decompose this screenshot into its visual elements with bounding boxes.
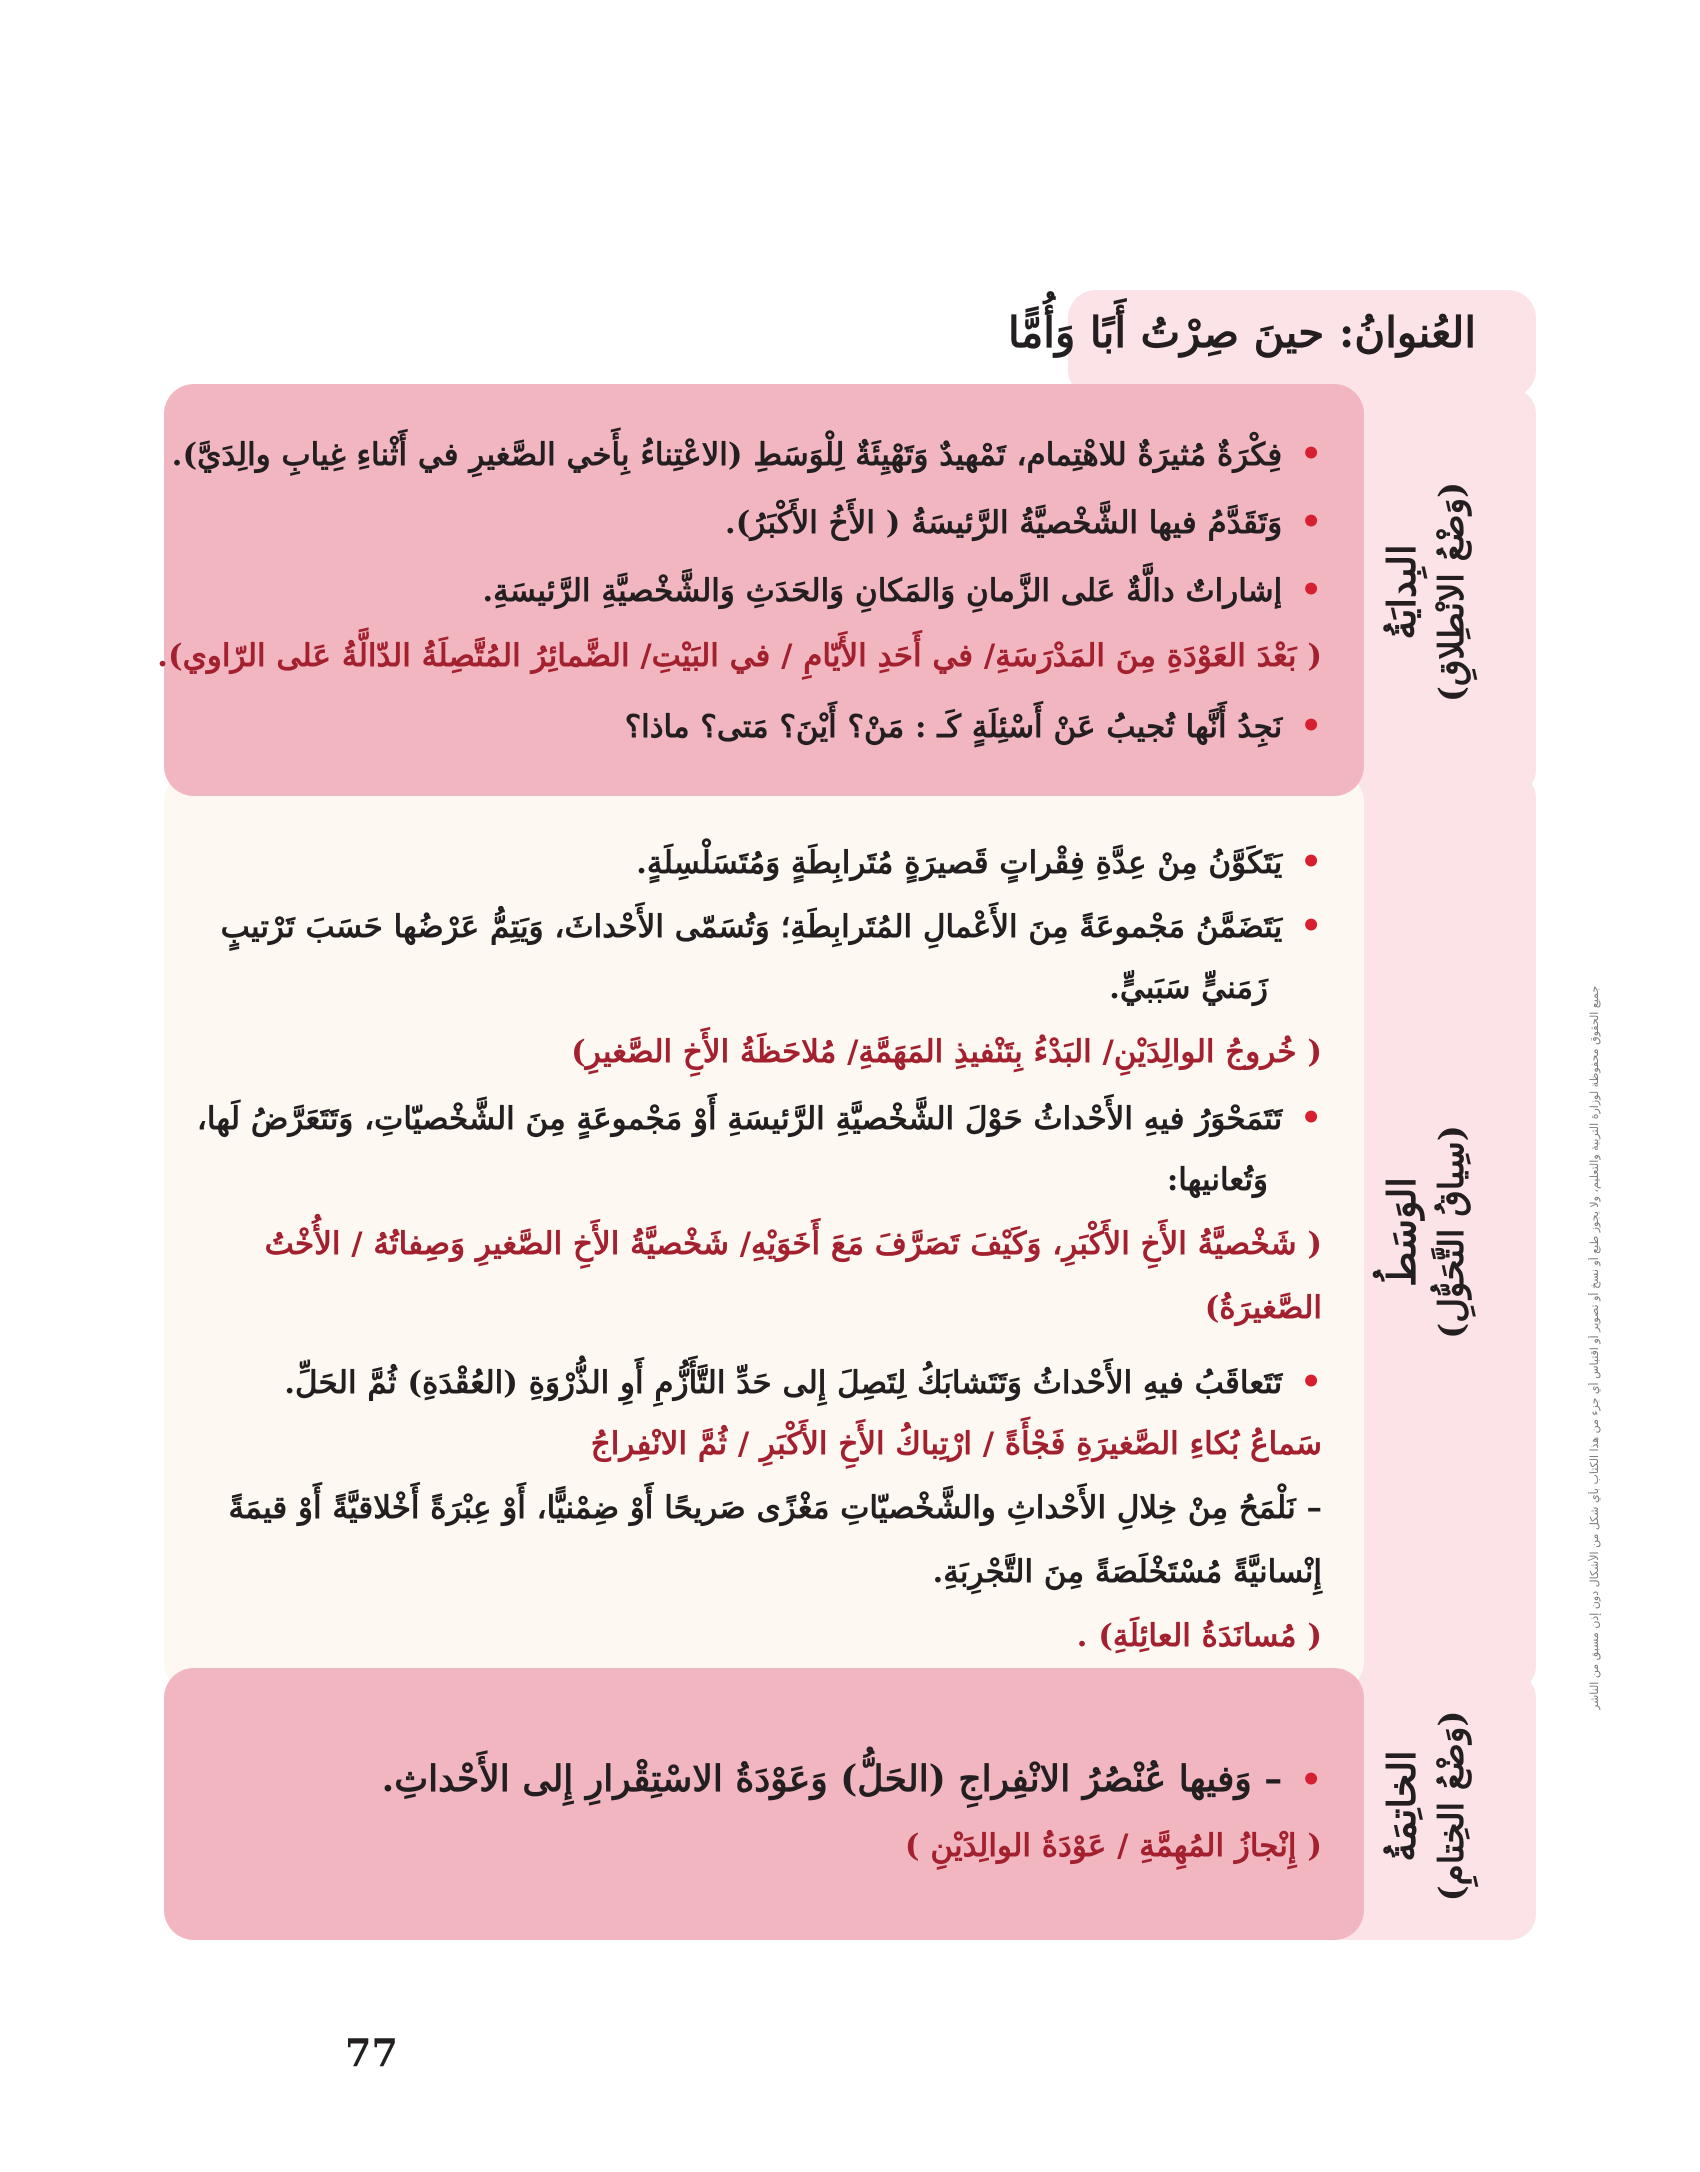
bullet: • bbox=[1300, 502, 1322, 542]
middle-line-7: – نَلْمَحُ مِنْ خِلالِ الأَحْداثِ والشَّخْصيّاتِ مَغْزًى صَريحًا أَوْ ضِمْنيًّا، أَوْ عِبْرَةً أَخْلاقيَّةً أَوْ قيمَةً bbox=[228, 1490, 1322, 1526]
beginning-label-title: البِدايَةُ bbox=[1379, 544, 1424, 640]
bullet: • bbox=[1300, 1362, 1322, 1402]
ending-label-subtitle: (وَضْعُ الخِتامِ) bbox=[1432, 1710, 1472, 1902]
beginning-panel bbox=[157, 384, 1364, 796]
middle-example-2-cont: الصَّغيرَةُ) bbox=[1204, 1290, 1322, 1326]
page-number: 77 bbox=[345, 2030, 398, 2075]
middle-label-title: الوَسَطُ bbox=[1379, 1177, 1424, 1287]
ending-panel bbox=[164, 1668, 1364, 1940]
title-box bbox=[1008, 290, 1536, 398]
bullet: • bbox=[1300, 570, 1322, 610]
bullet: • bbox=[1300, 706, 1322, 746]
middle-example-4: ( مُسانَدَةُ العائِلَةِ) . bbox=[1076, 1618, 1322, 1654]
beginning-line-2: •وَتَقَدَّمُ فيها الشَّخْصيَّةُ الرَّئيسَةُ ( الأَخُ الأَكْبَرُ). bbox=[724, 502, 1322, 542]
bullet: • bbox=[1300, 434, 1322, 474]
middle-line-4: •تَتَمَحْوَرُ فيهِ الأَحْداثُ حَوْلَ الشَّخْصيَّةِ الرَّئيسَةِ أَوْ مَجْموعَةٍ مِنَ الشَّخْصيّاتِ، وَتَتَعَرَّضُ لَها، bbox=[196, 1098, 1322, 1138]
beginning-label bbox=[1377, 482, 1477, 702]
middle-example-3: سَماعُ بُكاءِ الصَّغيرَةِ فَجْأَةً / ارْتِباكُ الأَخِ الأَكْبَرِ / ثُمَّ الانْفِراجُ bbox=[590, 1426, 1322, 1462]
middle-example-1: ( خُروجُ الوالِدَيْنِ/ البَدْءُ بِتَنْفيذِ المَهَمَّةِ/ مُلاحَظَةُ الأَخِ الصَّغيرِ) bbox=[571, 1034, 1322, 1070]
beginning-label-subtitle: (وَضْعُ الانْطِلاقِ) bbox=[1432, 481, 1472, 703]
middle-line-5: وَتُعانيها: bbox=[1166, 1162, 1268, 1198]
bullet: • bbox=[1300, 1098, 1322, 1138]
ending-label bbox=[1377, 1711, 1477, 1902]
ending-label-title: الخاتِمَةُ bbox=[1379, 1750, 1424, 1862]
page-title: العُنوانُ: حينَ صِرْتُ أَبًا وَأُمًّا bbox=[1008, 308, 1476, 357]
beginning-line-3: •إشاراتٌ دالَّةٌ عَلى الزَّمانِ وَالمَكانِ وَالحَدَثِ وَالشَّخْصيَّةِ الرَّئيسَةِ. bbox=[482, 570, 1322, 610]
bullet: • bbox=[1300, 1760, 1322, 1800]
middle-line-6: •تَتَعاقَبُ فيهِ الأَحْداثُ وَتَتَشابَكُ لِتَصِلَ إِلى حَدِّ التَّأَزُّمِ أَوِ الذُّرْوَةِ (العُقْدَةِ) ثُمَّ الحَلِّ. bbox=[284, 1362, 1322, 1402]
middle-panel bbox=[164, 772, 1364, 1692]
middle-line-2: •يَتَضَمَّنُ مَجْموعَةً مِنَ الأَعْمالِ المُتَرابِطَةِ؛ وَتُسَمّى الأَحْداثَ، وَيَتِمُّ عَرْضُها حَسَبَ تَرْتيبٍ bbox=[220, 906, 1322, 946]
middle-line-1: •يَتَكَوَّنُ مِنْ عِدَّةِ فِقْراتٍ قَصيرَةٍ مُتَرابِطَةٍ وَمُتَسَلْسِلَةٍ. bbox=[636, 842, 1322, 882]
beginning-line-4: •نَجِدُ أَنَّها تُجيبُ عَنْ أَسْئِلَةٍ كَـ : مَنْ؟ أَيْنَ؟ مَتى؟ ماذا؟ bbox=[624, 706, 1322, 746]
middle-line-8: إِنْسانيَّةً مُسْتَخْلَصَةً مِنَ التَّجْرِبَةِ. bbox=[932, 1554, 1322, 1590]
copyright-side-note: جميع الحقوق محفوظة لوزارة التربية والتعليم، ولا يجوز طبع أو نسخ أو تصوير أو اقتباس أي جزء من هذا الكتاب بأي شكل من الأشكال دون إذن مسبق من الناشر bbox=[1588, 985, 1601, 1710]
middle-label bbox=[1377, 1125, 1477, 1339]
middle-line-3: زَمَنيٍّ سَبَبيٍّ. bbox=[1109, 970, 1268, 1006]
beginning-example: ( بَعْدَ العَوْدَةِ مِنَ المَدْرَسَةِ/ في أَحَدِ الأَيّامِ / في البَيْتِ/ الضَّمائِرُ المُتَّصِلَةُ الدّالَّةُ عَلى الرّاوي). bbox=[157, 638, 1322, 674]
beginning-line-1: •فِكْرَةٌ مُثيرَةٌ للاهْتِمام، تَمْهيدٌ وَتَهْيِئَةٌ لِلْوَسَطِ (الاعْتِناءُ بِأَخي الصَّغيرِ في أَثْناءِ غِيابِ والِدَيَّ). bbox=[171, 434, 1322, 474]
ending-line-1: •– وَفيها عُنْصُرُ الانْفِراجِ (الحَلُّ) وَعَوْدَةُ الاسْتِقْرارِ إِلى الأَحْداثِ. bbox=[381, 1758, 1322, 1800]
ending-example: ( إِنْجازُ المُهِمَّةِ / عَوْدَةُ الوالِدَيْنِ ) bbox=[904, 1828, 1322, 1864]
middle-label-subtitle: (سِياقُ التَّحَوُّلِ) bbox=[1432, 1125, 1472, 1339]
bullet: • bbox=[1300, 906, 1322, 946]
middle-example-2: ( شَخْصيَّةُ الأَخِ الأَكْبَرِ، وَكَيْفَ تَصَرَّفَ مَعَ أَخَوَيْهِ/ شَخْصيَّةُ الأَخِ الصَّغيرِ وَصِفاتُهُ / الأُخْتُ bbox=[264, 1226, 1322, 1262]
bullet: • bbox=[1300, 842, 1322, 882]
